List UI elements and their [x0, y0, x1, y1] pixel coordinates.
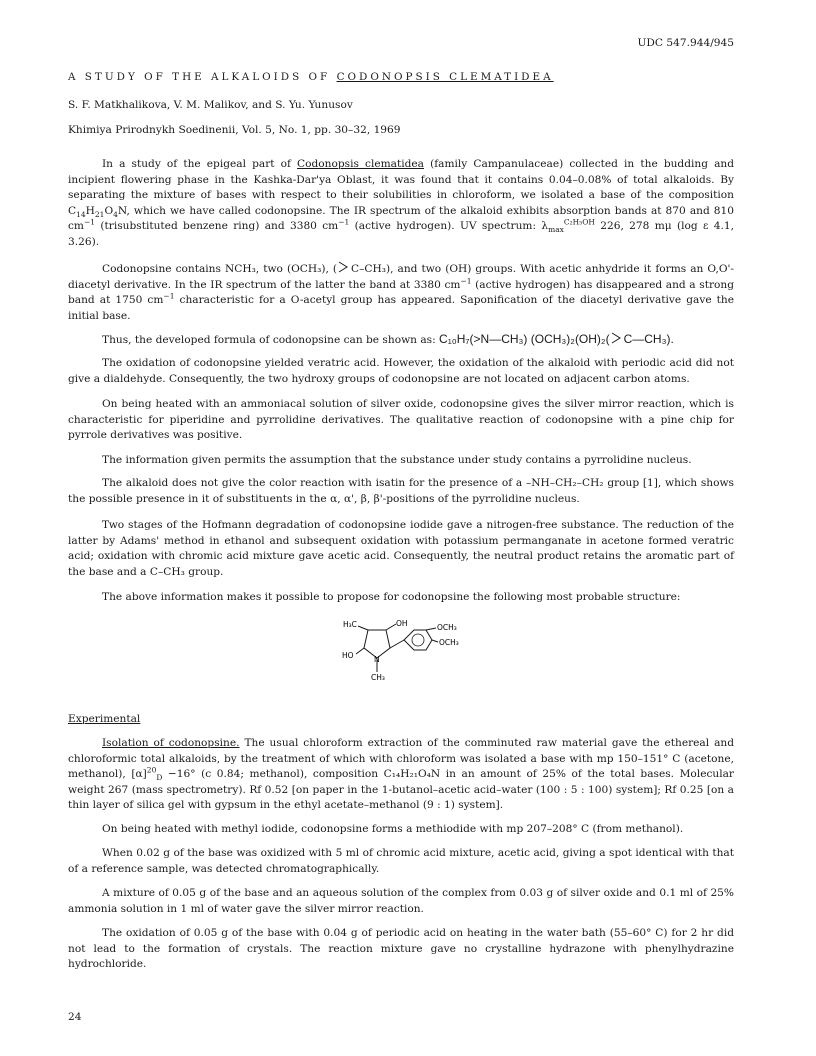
authors: S. F. Matkhalikova, V. M. Malikov, and S. Yu. Yunusov — [68, 99, 353, 111]
structure-oh-label: OH — [396, 619, 408, 628]
source-citation: Khimiya Prirodnykh Soedinenii, Vol. 5, No. 1, pp. 30–32, 1969 — [68, 124, 401, 136]
structure-och3-label-1: OCH₃ — [437, 623, 457, 632]
paragraph-5: On being heated with an ammoniacal solution of silver oxide, codonopsine gives the silver mirror reaction, which is characteristic for piperidine and pyrrolidine derivatives. The qualitative reaction of codonopsine with a pine chip for pyrrole derivatives was positive. — [68, 398, 734, 441]
structure-ch3-label: CH₃ — [371, 673, 385, 682]
title-prefix: A STUDY OF THE ALKALOIDS OF — [68, 71, 337, 83]
isolation-paragraph: Isolation of codonopsine. The usual chloroform extraction of the comminuted raw material gave the ethereal and chloroformic total alkaloids, by the treatment of which with chloroform was isolated a base with mp 150–151° C (acetone, methanol), $[\alpha]^{20}_D -16^\circ$ (c 0.84; methanol), composition C₁₄H₂₁O₄N in an amount of 25% of the total bases. Molecular weight 267 (mass spectrometry). Rf 0.52 [on paper in the 1-butanol–acetic acid–water (100 : 5 : 100) system]; Rf 0.25 [on a thin layer of silica gel with gypsum in the ethyl acetate–methanol (9 : 1) system]. — [68, 737, 734, 811]
paragraph-7: The alkaloid does not give the color reaction with isatin for the presence of a –NH–CH₂–CH₂ group [1], which shows the possible presence in it of substituents in the α, α', β, β'-positions of the pyrrolidine nucleus. — [68, 477, 734, 505]
isolation-heading: Isolation of codonopsine. — [102, 737, 240, 749]
structure-h3c-label: H₃C — [343, 620, 357, 629]
experimental-paragraph-2: When 0.02 g of the base was oxidized with 5 ml of chromic acid mixture, acetic acid, giving a spot identical with that of a reference sample, was detected chromatographically. — [68, 847, 734, 875]
paragraph-8: Two stages of the Hofmann degradation of codonopsine iodide gave a nitrogen-free substance. The reduction of the latter by Adams' method in ethanol and subsequent oxidation with potassium permanganate in acetone formed veratric acid; oxidation with chromic acid mixture gave acetic acid. Consequently, the neutral product retains the aromatic part of the base and a C–CH₃ group. — [68, 519, 734, 578]
experimental-paragraph-1: On being heated with methyl iodide, codonopsine forms a methiodide with mp 207–208° C (from methanol). — [102, 823, 684, 835]
quaternary-carbon-symbol — [337, 261, 351, 273]
paragraph-4: The oxidation of codonopsine yielded veratric acid. However, the oxidation of the alkaloid with periodic acid did not give a dialdehyde. Consequently, the two hydroxy groups of codonopsine are not located on adjacent carbon atoms. — [68, 357, 734, 385]
paragraph-9: The above information makes it possible to propose for codonopsine the following most probable structure: — [102, 591, 681, 603]
paragraph-1: In a study of the epigeal part of Codonopsis clematidea (family Campanulaceae) collected in the budding and incipient flowering phase in the Kashka-Dar'ya Oblast, it was found that it contains 0.04–0.08% of total alkaloids. By separating the mixture of bases with respect to their solubilities in chloroform, we isolated a base of the composition $C_{14}H_{21}O_4N$, which we have called codonopsine. The IR spectrum of the alkaloid exhibits absorption bands at 870 and 810 $cm^{-1}$ (trisubstituted benzene ring) and 3380 $cm^{-1}$ (active hydrogen). UV spectrum: $\lambda_{max}^{C_2H_5OH}$ 226, 278 mμ (log ε 4.1, 3.26). — [68, 158, 735, 248]
title-species: CODONOPSIS CLEMATIDEA — [336, 71, 554, 83]
experimental-paragraph-3: A mixture of 0.05 g of the base and an aqueous solution of the complex from 0.03 g of silver oxide and 0.1 ml of 25% ammonia solution in 1 ml of water gave the silver mirror reaction. — [68, 887, 734, 915]
codonopsine-structure — [330, 618, 480, 684]
udc-code: UDC 547.944/945 — [637, 37, 734, 49]
paragraph-3: Thus, the developed formula of codonopsine can be shown as: C₁₀H₇(>N—CH₃) (OCH₃)₂(OH)₂( C—CH₃). — [102, 332, 674, 346]
structure-n-label: N — [374, 655, 380, 664]
structure-och3-label-2: OCH₃ — [439, 638, 459, 647]
page-number: 24 — [68, 1011, 82, 1023]
structure-ho-label: HO — [342, 651, 354, 660]
quaternary-carbon-symbol-2 — [610, 332, 624, 344]
experimental-paragraph-4: The oxidation of 0.05 g of the base with 0.04 g of periodic acid on heating in the water bath (55–60° C) for 2 hr did not lead to the formation of crystals. The reaction mixture gave no crystalline hydrazone with phenylhydrazine hydrochloride. — [68, 927, 734, 970]
article-title — [68, 70, 554, 86]
experimental-heading: Experimental — [68, 713, 141, 725]
paper-page — [68, 0, 734, 1056]
paragraph-2: Codonopsine contains NCH₃, two (OCH₃), ( C–CH₃), and two (OH) groups. With acetic anhydride it forms an O,O'-diacetyl derivative. In the IR spectrum of the latter the band at 3380 $cm^{-1}$ (active hydrogen) has disappeared and a strong band at 1750 $cm^{-1}$ characteristic for a O-acetyl group has appeared. Saponification of the diacetyl derivative gave the initial base. — [68, 263, 734, 322]
paragraph-6: The information given permits the assumption that the substance under study contains a pyrrolidine nucleus. — [102, 454, 692, 466]
